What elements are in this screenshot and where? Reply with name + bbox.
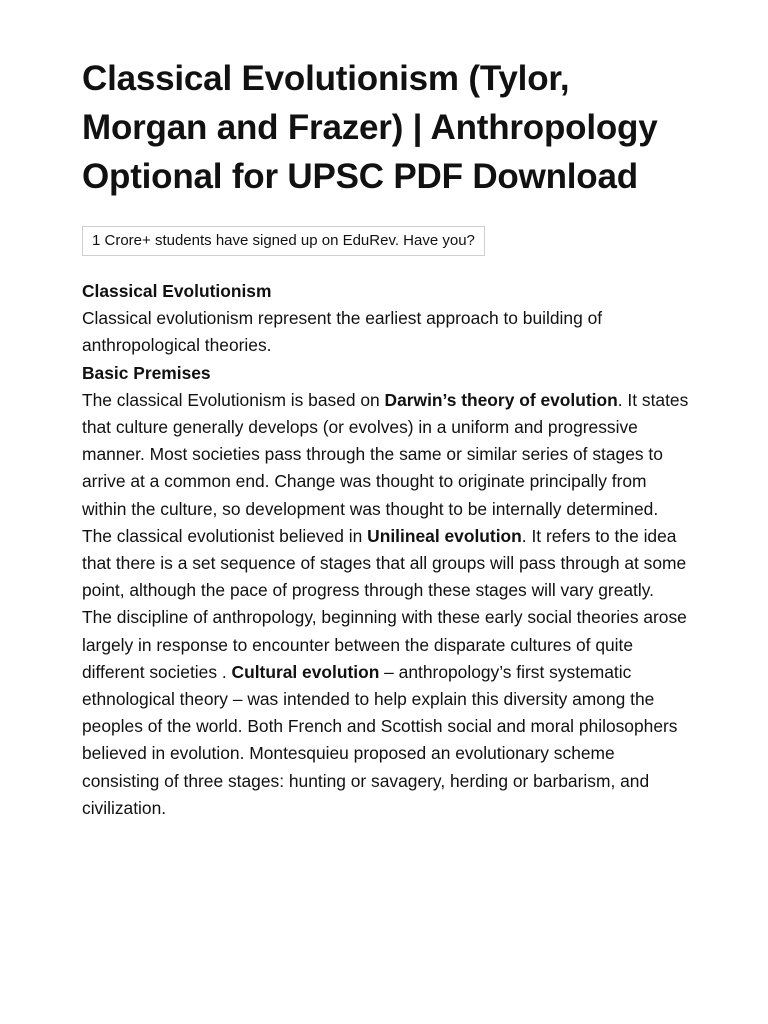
bold-term-darwin: Darwin’s theory of evolution bbox=[384, 389, 618, 410]
bold-term-unilineal: Unilineal evolution bbox=[367, 525, 522, 546]
section-heading: Classical Evolutionism bbox=[82, 281, 272, 301]
bold-term-cultural-evolution: Cultural evolution bbox=[231, 661, 380, 682]
paragraph-darwin bbox=[82, 387, 694, 523]
paragraph-text: – anthropology’s first systematic ethnological theory – was intended to help explain this diversity among the peoples of the world. Both French and Scottish social and moral philosophers believed in evolution. Montesquieu proposed an evolutionary scheme consisting of three stages: hunting or savagery, herding or barbarism, and civilization. bbox=[82, 661, 678, 818]
page-title: Classical Evolutionism (Tylor, Morgan and Frazer) | Anthropology Optional for UPSC PDF Download bbox=[82, 59, 658, 196]
paragraph-text: . It refers to the idea that there is a set sequence of stages that all groups will pass through at some point, although the pace of progress through these stages will vary greatly. bbox=[82, 525, 687, 601]
paragraph-text: The classical Evolutionism is based on bbox=[82, 389, 385, 410]
intro-paragraph: Classical evolutionism represent the earliest approach to building of anthropological theories. bbox=[82, 308, 603, 356]
article-body bbox=[82, 278, 694, 822]
paragraph-cultural-evolution bbox=[82, 604, 694, 822]
paragraph-text: . It states that culture generally develops (or evolves) in a uniform and progressive manner. Most societies pass through the same or similar series of stages to arrive at a common end. Change was thought to originate principally from within the culture, so development was thought to be internally determined. bbox=[82, 389, 689, 519]
paragraph-unilineal bbox=[82, 523, 694, 605]
paragraph-text: The discipline of anthropology, beginning with these early social theories arose largely in response to encounter between the disparate cultures of quite different societies . bbox=[82, 607, 687, 682]
article bbox=[82, 54, 694, 822]
signup-banner[interactable]: 1 Crore+ students have signed up on EduRev. Have you? bbox=[82, 226, 485, 256]
subheading: Basic Premises bbox=[82, 362, 211, 383]
paragraph-text: The classical evolutionist believed in bbox=[82, 525, 368, 546]
